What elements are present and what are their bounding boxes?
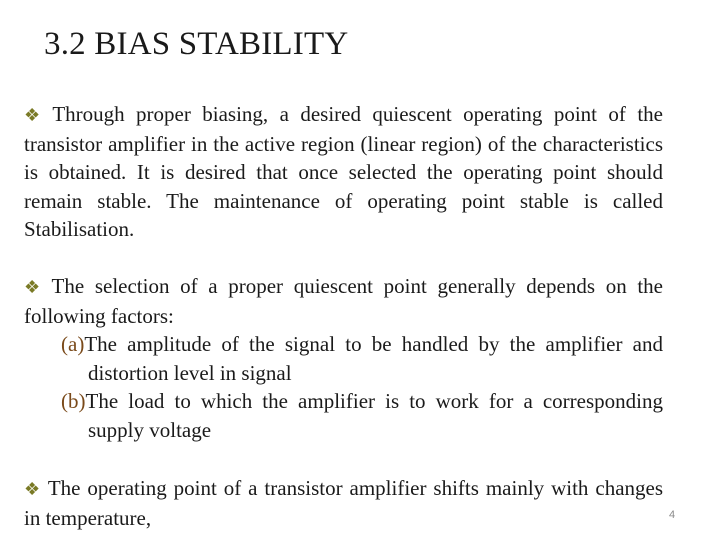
diamond-bullet-icon: ❖ xyxy=(24,277,46,297)
factor-b-text: The load to which the amplifier is to work for a corresponding supply voltage xyxy=(85,389,663,442)
paragraph-3 xyxy=(24,474,663,532)
factor-a xyxy=(24,330,663,387)
paragraph-2-intro-line xyxy=(24,272,663,330)
paragraph-3-text: The operating point of a transistor amplifier shifts mainly with changes in temperature, xyxy=(24,476,664,530)
factor-a-label: (a) xyxy=(61,332,85,356)
paragraph-1-text: Through proper biasing, a desired quiescent operating point of the transistor amplifier in the active region (linear region) of the characteristics is obtained. It is desired that once selected the operating point should remain stable. The maintenance of operating point stable is called Stabilisation. xyxy=(24,102,663,241)
factor-a-text: The amplitude of the signal to be handled by the amplifier and distortion level in signal xyxy=(84,332,663,385)
slide-title: 3.2 BIAS STABILITY xyxy=(44,26,349,62)
diamond-bullet-icon: ❖ xyxy=(24,479,42,499)
paragraph-2-intro: The selection of a proper quiescent point generally depends on the following factors: xyxy=(24,274,663,328)
factor-b-label: (b) xyxy=(61,389,86,413)
paragraph-2 xyxy=(24,272,663,444)
page-number: 4 xyxy=(669,509,676,521)
factor-b xyxy=(24,387,663,444)
paragraph-1 xyxy=(24,100,663,244)
diamond-bullet-icon: ❖ xyxy=(24,105,47,125)
